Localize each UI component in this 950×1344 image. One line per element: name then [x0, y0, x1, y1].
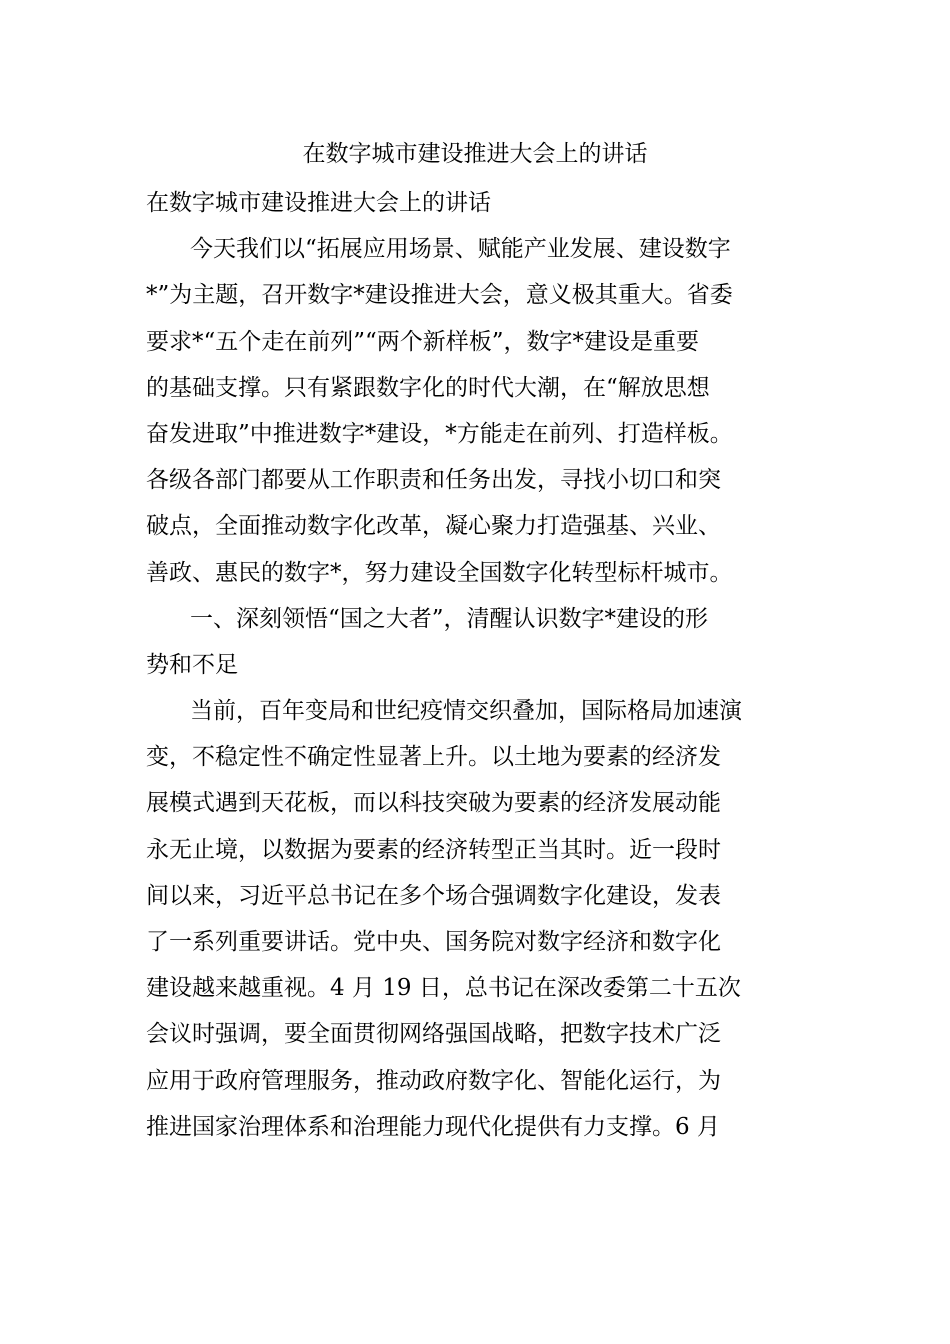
text-line: 了一系列重要讲话。党中央、国务院对数字经济和数字化 [146, 929, 721, 955]
text-line: 当前，百年变局和世纪疫情交织叠加，国际格局加速演 [190, 698, 742, 725]
text-line: 变，不稳定性不确定性显著上升。以土地为要素的经济发 [146, 744, 721, 771]
text-line: 推进国家治理体系和治理能力现代化提供有力支撑。6 月 [146, 1113, 720, 1140]
text-line: 会议时强调，要全面贯彻网络强国战略，把数字技术广泛 [146, 1021, 721, 1048]
text-line: 的基础支撑。只有紧跟数字化的时代大潮，在“解放思想 [146, 374, 710, 401]
document-body [146, 180, 826, 1150]
text-line: 间以来，习近平总书记在多个场合强调数字化建设，发表 [146, 882, 721, 909]
text-line: *”为主题，召开数字*建设推进大会，意义极其重大。省委 [146, 282, 733, 309]
text-line: 展模式遇到天花板，而以科技突破为要素的经济发展动能 [146, 790, 721, 817]
text-line: 各级各部门都要从工作职责和任务出发，寻找小切口和突 [146, 467, 721, 494]
text-line: 善政、惠民的数字*，努力建设全国数字化转型标杆城市。 [146, 559, 733, 586]
text-line: 势和不足 [146, 651, 238, 678]
text-line: 要求*“五个走在前列”“两个新样板”，数字*建设是重要 [146, 328, 700, 355]
document-title: 在数字城市建设推进大会上的讲话 [302, 141, 648, 167]
text-line: 应用于政府管理服务，推动政府数字化、智能化运行，为 [146, 1067, 721, 1094]
text-line: 今天我们以“拓展应用场景、赋能产业发展、建设数字 [190, 236, 731, 263]
text-line: 永无止境，以数据为要素的经济转型正当其时。近一段时 [146, 836, 721, 863]
text-line: 奋发进取”中推进数字*建设，*方能走在前列、打造样板。 [146, 420, 733, 447]
text-line: 破点，全面推动数字化改革，凝心聚力打造强基、兴业、 [146, 513, 721, 540]
text-line: 一、深刻领悟“国之大者”，清醒认识数字*建设的形 [190, 605, 709, 632]
text-line: 建设越来越重视。4 月 19 日，总书记在深改委第二十五次 [146, 975, 741, 1002]
text-line: 在数字城市建设推进大会上的讲话 [146, 190, 491, 216]
